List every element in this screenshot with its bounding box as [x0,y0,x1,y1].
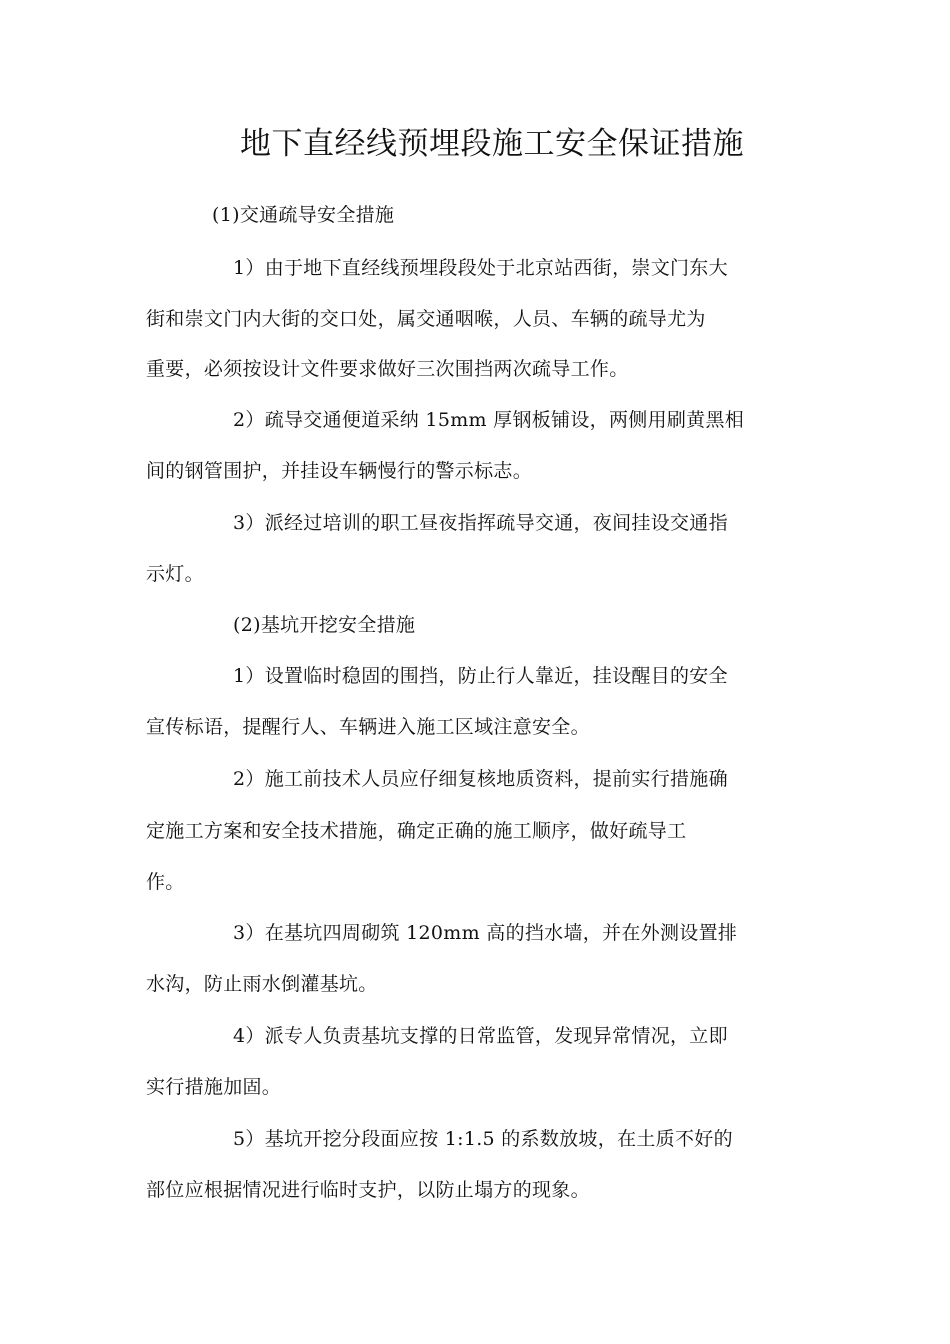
paragraph-line: 重要，必须按设计文件要求做好三次围挡两次疏导工作。 [146,358,629,380]
section-heading-excavation: (2)基坑开挖安全措施 [233,614,416,636]
paragraph-line: 宣传标语，提醒行人、车辆进入施工区域注意安全。 [146,716,590,738]
paragraph-line: 1）由于地下直经线预埋段段处于北京站西街，崇文门东大 [233,257,728,279]
paragraph-line: 2）施工前技术人员应仔细复核地质资料，提前实行措施确 [233,768,728,790]
paragraph-line: 街和崇文门内大街的交口处，属交通咽喉，人员、车辆的疏导尤为 [146,308,706,330]
paragraph-line: 水沟，防止雨水倒灌基坑。 [146,973,378,995]
section-heading-traffic: (1)交通疏导安全措施 [212,204,395,226]
document-title: 地下直经线预埋段施工安全保证措施 [240,126,744,162]
paragraph-line: 3）派经过培训的职工昼夜指挥疏导交通，夜间挂设交通指 [233,512,728,534]
paragraph-line: 实行措施加固。 [146,1076,282,1098]
paragraph-line: 5）基坑开挖分段面应按 1:1.5 的系数放坡，在土质不好的 [233,1128,733,1150]
paragraph-line: 1）设置临时稳固的围挡，防止行人靠近，挂设醒目的安全 [233,665,728,687]
paragraph-line: 3）在基坑四周砌筑 120mm 高的挡水墙，并在外测设置排 [233,922,738,944]
paragraph-line: 示灯。 [146,563,204,585]
paragraph-line: 2）疏导交通便道采纳 15mm 厚钢板铺设，两侧用刷黄黑相 [233,409,745,431]
paragraph-line: 部位应根据情况进行临时支护，以防止塌方的现象。 [146,1179,590,1201]
paragraph-line: 间的钢管围护，并挂设车辆慢行的警示标志。 [146,460,533,482]
paragraph-line: 作。 [146,871,185,893]
paragraph-line: 4）派专人负责基坑支撑的日常监管，发现异常情况，立即 [233,1025,728,1047]
paragraph-line: 定施工方案和安全技术措施，确定正确的施工顺序，做好疏导工 [146,820,687,842]
